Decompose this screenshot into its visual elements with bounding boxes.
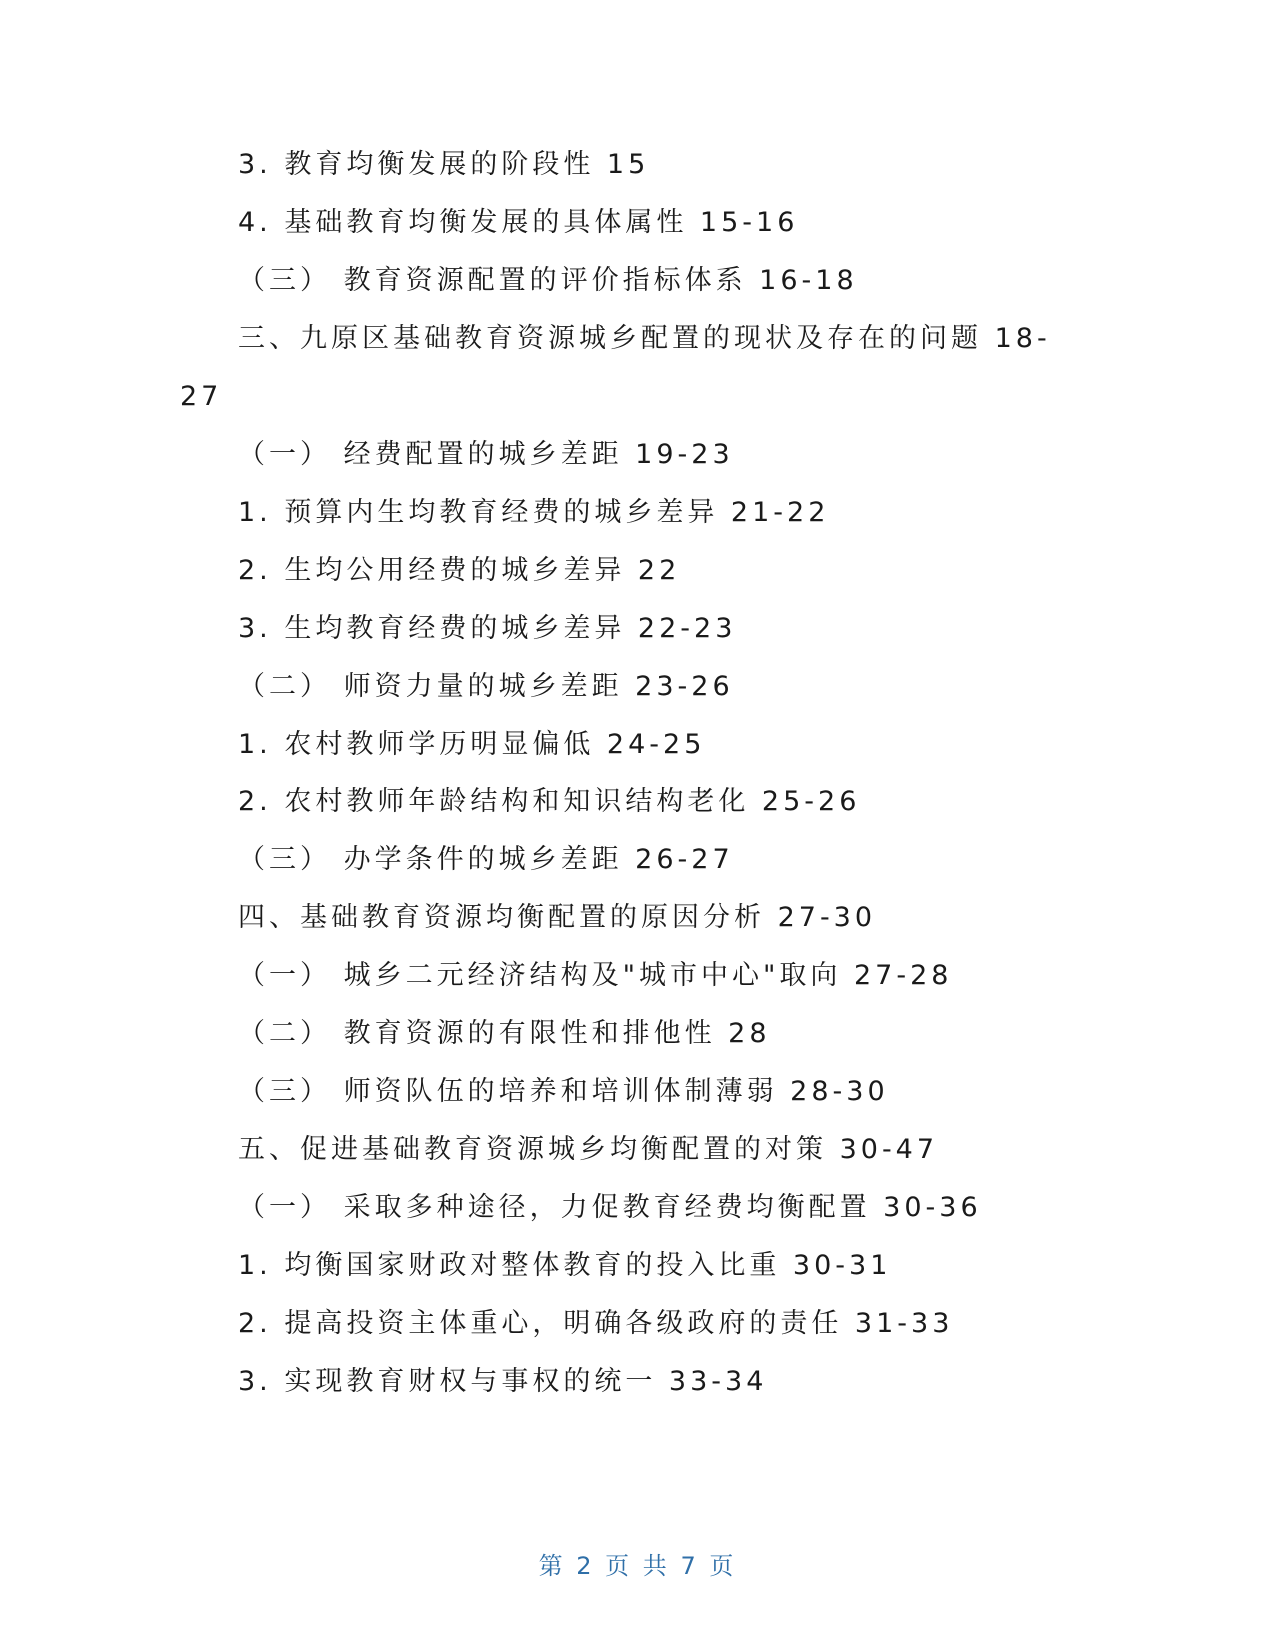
toc-line: （三） 办学条件的城乡差距 26-27 xyxy=(238,844,734,875)
toc-line: 2. 农村教师年龄结构和知识结构老化 25-26 xyxy=(238,786,861,817)
toc-line: 1. 预算内生均教育经费的城乡差异 21-22 xyxy=(238,497,830,528)
toc-line: （二） 师资力量的城乡差距 23-26 xyxy=(238,671,734,702)
toc-line: （三） 教育资源配置的评价指标体系 16-18 xyxy=(238,265,858,296)
toc-line: 27 xyxy=(180,381,223,412)
toc-line: （一） 采取多种途径，力促教育经费均衡配置 30-36 xyxy=(238,1192,982,1223)
toc-line: 2. 提高投资主体重心，明确各级政府的责任 31-33 xyxy=(238,1308,954,1339)
toc-line: （二） 教育资源的有限性和排他性 28 xyxy=(238,1018,771,1049)
toc-line: （三） 师资队伍的培养和培训体制薄弱 28-30 xyxy=(238,1076,889,1107)
toc-line: 四、基础教育资源均衡配置的原因分析 27-30 xyxy=(238,902,877,933)
toc-line: （一） 城乡二元经济结构及"城市中心"取向 27-28 xyxy=(238,960,953,991)
toc-line: 2. 生均公用经费的城乡差异 22 xyxy=(238,555,681,586)
toc-line: 五、促进基础教育资源城乡均衡配置的对策 30-47 xyxy=(238,1134,939,1165)
toc-line: 三、九原区基础教育资源城乡配置的现状及存在的问题 18- xyxy=(238,323,1051,354)
toc-line: 3. 生均教育经费的城乡差异 22-23 xyxy=(238,613,737,644)
toc-line: 3. 实现教育财权与事权的统一 33-34 xyxy=(238,1366,768,1397)
page-number-label: 第 2 页 共 7 页 xyxy=(538,1552,737,1580)
toc-line: 3. 教育均衡发展的阶段性 15 xyxy=(238,149,650,180)
page-footer xyxy=(0,1546,1275,1581)
toc-line: （一） 经费配置的城乡差距 19-23 xyxy=(238,439,734,470)
toc-line: 4. 基础教育均衡发展的具体属性 15-16 xyxy=(238,207,799,238)
toc-line: 1. 均衡国家财政对整体教育的投入比重 30-31 xyxy=(238,1250,892,1281)
toc-line: 1. 农村教师学历明显偏低 24-25 xyxy=(238,729,706,760)
